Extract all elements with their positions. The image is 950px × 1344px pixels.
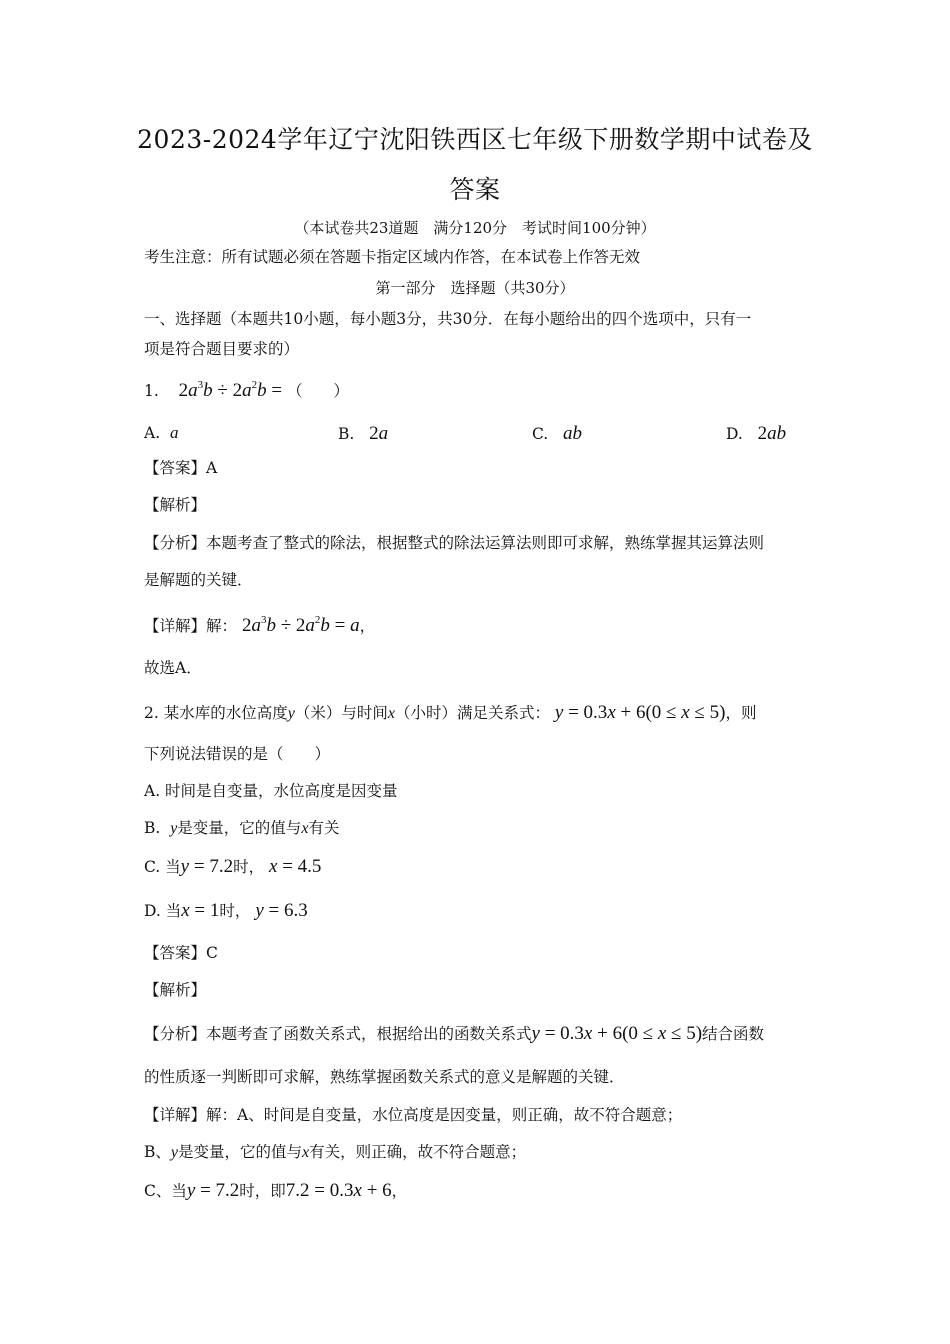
question-1-option-c: C. ab: [532, 423, 583, 444]
question-1-blank: （ ）: [287, 382, 350, 400]
question-2-option-c: C. 当y = 7.2时， x = 4.5: [144, 856, 322, 877]
question-1-detail: 【详解】解： $2a^3b \div 2a^2b = a$，: [144, 614, 376, 636]
question-1-stem: [144, 380, 349, 400]
question-1-answer: 【答案】A: [144, 459, 218, 477]
question-2-fenxi-line1: 【分析】本题考查了函数关系式，根据给出的函数关系式y = 0.3x + 6(0 ≤ x ≤ 5)结合函数: [144, 1023, 765, 1044]
exam-notice: 考生注意：所有试题必须在答题卡指定区域内作答，在本试卷上作答无效: [144, 248, 641, 266]
question-2-option-a: A. 时间是自变量，水位高度是因变量: [144, 782, 398, 800]
document-title-line2: 答案: [449, 175, 501, 204]
question-2-detail-c: C、当y = 7.2时，即7.2 = 0.3x + 6，: [144, 1180, 408, 1201]
question-1-conclusion: 故选A．: [144, 659, 202, 677]
question-2-detail-line1: 【详解】解：A、时间是自变量，水位高度是因变量，则正确，故不符合题意；: [144, 1106, 683, 1124]
exam-info: （本试卷共23道题 满分120分 考试时间100分钟）: [294, 219, 656, 237]
detail-c-condition: y = 7.2: [186, 1180, 240, 1201]
option-c-condition: y = 7.2: [180, 856, 234, 877]
question-1-detail-expression: $2a^3b \div 2a^2b = a$: [241, 614, 360, 636]
option-d-value: 2ab: [757, 423, 787, 444]
option-d-result: y = 6.3: [255, 900, 308, 921]
part1-heading: 第一部分 选择题（共30分）: [375, 279, 575, 297]
question-1-fenxi-line1: 【分析】本题考查了整式的除法，根据整式的除法运算法则即可求解，熟练掌握其运算法则: [144, 534, 765, 552]
question-2-fenxi-relation: y = 0.3x + 6(0 ≤ x ≤ 5): [531, 1023, 703, 1044]
question-1-option-b: B. 2a: [338, 423, 389, 444]
question-2-fenxi-line2: 的性质逐一判断即可求解，熟练掌握函数关系式的意义是解题的关键．: [144, 1068, 625, 1086]
question-2-relation: y = 0.3x + 6(0 ≤ x ≤ 5): [554, 702, 726, 723]
question-2-stem-line1: 2. 某水库的水位高度y（米）与时间x（小时）满足关系式： y = 0.3x + 6(0 ≤ x ≤ 5)，则: [144, 702, 757, 723]
detail-c-equation: 7.2 = 0.3x + 6: [285, 1180, 392, 1201]
section1-intro-line2: 项是符合题目要求的）: [144, 340, 300, 358]
question-1-number: 1.: [144, 382, 159, 400]
question-1-fenxi-line2: 是解题的关键．: [144, 571, 253, 589]
question-2-option-d: D. 当x = 1时， y = 6.3: [144, 900, 308, 921]
option-c-result: x = 4.5: [269, 856, 322, 877]
section1-intro-line1: 一、选择题（本题共10小题，每小题3分，共30分．在每小题给出的四个选项中，只有一: [144, 310, 752, 328]
document-title-line1: 2023-2024学年辽宁沈阳铁西区七年级下册数学期中试卷及: [137, 125, 813, 154]
option-b-value: 2a: [369, 423, 389, 444]
question-2-analysis-label: 【解析】: [144, 981, 207, 999]
question-1-option-d: D. 2ab: [726, 423, 787, 444]
question-2-stem-line2: 下列说法错误的是（ ）: [144, 745, 331, 763]
question-2-detail-b: B、y是变量，它的值与x有关，则正确，故不符合题意；: [144, 1143, 527, 1161]
option-d-condition: x = 1: [181, 900, 220, 921]
question-1-option-a: A. a: [144, 423, 179, 442]
question-1-expression: $2a^3b \div 2a^2b$ =: [178, 379, 283, 401]
question-1-analysis-label: 【解析】: [144, 496, 207, 514]
question-2-answer: 【答案】C: [144, 944, 218, 962]
question-2-option-b: B. y是变量，它的值与x有关: [144, 819, 340, 837]
